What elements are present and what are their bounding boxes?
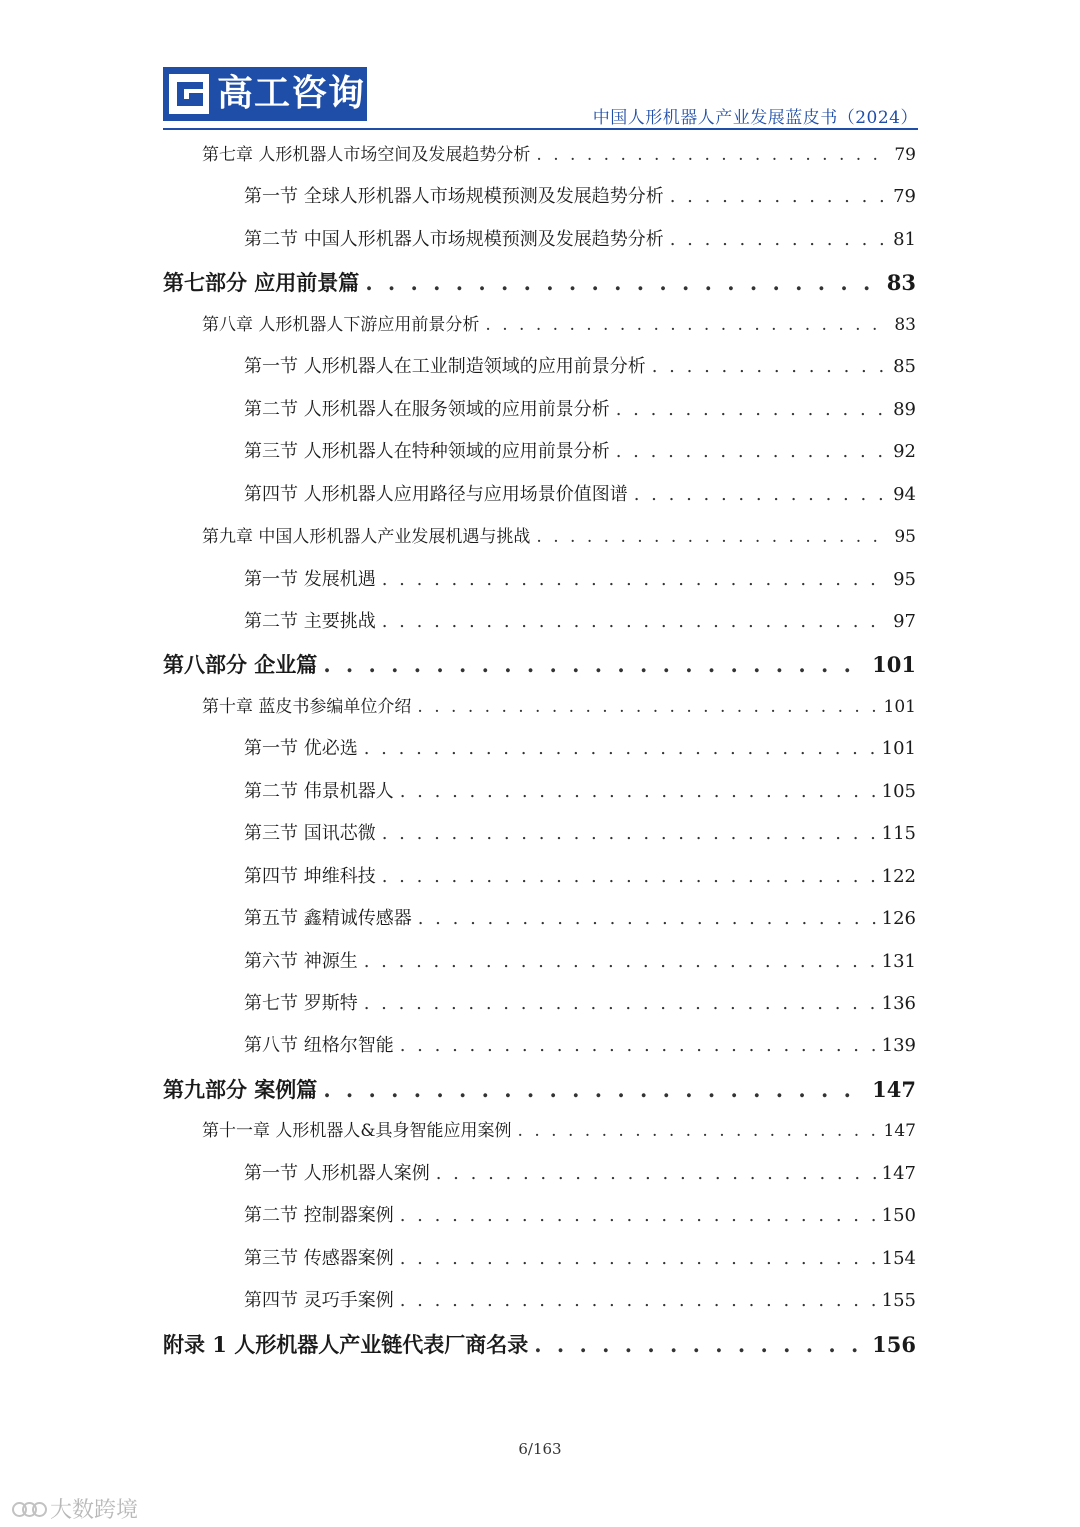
toc-entry[interactable]	[244, 862, 916, 888]
toc-entry[interactable]	[244, 1159, 916, 1185]
toc-entry-label: 第四节 灵巧手案例	[244, 1290, 394, 1312]
toc-entry[interactable]	[163, 1329, 916, 1359]
toc-entry-page: 131	[881, 950, 916, 972]
toc-entry-label: 第九部分 案例篇	[163, 1076, 318, 1102]
toc-entry-label: 第二节 主要挑战	[244, 610, 376, 632]
toc-entry-label: 第八节 纽格尔智能	[244, 1035, 394, 1057]
toc-entry-page: 115	[881, 823, 916, 845]
leader-dots	[364, 951, 876, 972]
toc-entry-page: 79	[894, 145, 916, 165]
logo-text: 高工咨询	[217, 73, 366, 114]
toc-entry-label: 第五节 鑫精诚传感器	[244, 908, 412, 930]
toc-entry-label: 第二节 人形机器人在服务领域的应用前景分析	[244, 398, 610, 420]
toc-entry[interactable]	[202, 140, 916, 165]
toc-entry[interactable]	[244, 947, 916, 973]
leader-dots	[323, 1077, 866, 1102]
toc-entry[interactable]	[244, 989, 916, 1015]
toc-entry[interactable]	[244, 1286, 916, 1312]
toc-entry-page: 92	[893, 441, 916, 463]
leader-dots	[534, 1332, 866, 1357]
toc-entry-label: 第七章 人形机器人市场空间及发展趋势分析	[202, 145, 531, 165]
toc-entry[interactable]	[244, 352, 916, 378]
toc-entry[interactable]	[244, 395, 916, 421]
toc-entry[interactable]	[244, 904, 916, 930]
logo-g-icon	[169, 74, 209, 114]
toc-entry-label: 第十一章 人形机器人&具身智能应用案例	[202, 1121, 512, 1142]
toc-entry-label: 第八章 人形机器人下游应用前景分析	[202, 314, 480, 335]
toc-entry[interactable]	[244, 607, 916, 633]
toc-entry[interactable]	[202, 522, 916, 547]
toc-entry-label: 第二节 伟景机器人	[244, 780, 394, 802]
toc-entry[interactable]	[244, 1201, 916, 1227]
toc-entry-page: 94	[893, 483, 916, 505]
toc-entry[interactable]	[244, 777, 916, 803]
toc-entry[interactable]	[202, 1116, 916, 1141]
leader-dots	[364, 738, 876, 759]
watermark-logo-icon	[12, 1497, 44, 1521]
toc-entry-label: 第七部分 应用前景篇	[163, 270, 360, 296]
toc-entry-page: 147	[872, 1076, 916, 1102]
toc-entry-page: 81	[893, 228, 916, 250]
leader-dots	[536, 527, 888, 547]
watermark-text: 大数跨境	[50, 1498, 139, 1523]
toc-entry-label: 第三节 国讯芯微	[244, 823, 376, 845]
toc-entry-page: 156	[872, 1331, 916, 1357]
toc-entry-label: 第三节 人形机器人在特种领域的应用前景分析	[244, 441, 610, 463]
leader-dots	[400, 1248, 876, 1269]
toc-entry-label: 第一节 优必选	[244, 738, 358, 760]
toc-entry-page: 101	[883, 696, 916, 717]
toc-entry-page: 83	[894, 314, 916, 335]
leader-dots	[616, 441, 887, 462]
toc-entry-page: 150	[881, 1205, 916, 1227]
toc-entry-label: 第四节 人形机器人应用路径与应用场景价值图谱	[244, 483, 628, 505]
toc-entry-label: 第一节 人形机器人在工业制造领域的应用前景分析	[244, 356, 646, 378]
leader-dots	[400, 1205, 876, 1226]
toc-entry[interactable]	[163, 267, 916, 297]
leader-dots	[365, 270, 880, 295]
leader-dots	[634, 484, 887, 505]
toc-entry-label: 第四节 坤维科技	[244, 865, 376, 887]
toc-entry[interactable]	[202, 692, 916, 717]
leader-dots	[417, 697, 877, 717]
toc-entry[interactable]	[244, 437, 916, 463]
toc-entry[interactable]	[244, 225, 916, 251]
leader-dots	[652, 356, 887, 377]
toc-entry[interactable]	[202, 310, 916, 335]
toc-entry[interactable]	[244, 480, 916, 506]
toc-entry[interactable]	[244, 734, 916, 760]
toc-entry[interactable]	[163, 649, 916, 679]
toc-entry-page: 154	[881, 1247, 916, 1269]
company-logo	[163, 67, 367, 121]
leader-dots	[616, 399, 887, 420]
toc-entry-label: 第一节 发展机遇	[244, 568, 376, 590]
toc-entry[interactable]	[244, 1244, 916, 1270]
leader-dots	[400, 781, 876, 802]
leader-dots	[382, 823, 876, 844]
toc-entry[interactable]	[244, 565, 916, 591]
page-number: 6/163	[518, 1440, 562, 1458]
toc-entry-page: 139	[881, 1035, 916, 1057]
toc-entry-label: 第二节 中国人形机器人市场规模预测及发展趋势分析	[244, 228, 664, 250]
leader-dots	[400, 1290, 876, 1311]
leader-dots	[382, 569, 887, 590]
toc-entry-label: 第二节 控制器案例	[244, 1205, 394, 1227]
header-divider	[163, 128, 918, 130]
toc-entry-page: 122	[881, 865, 916, 887]
toc-entry-page: 136	[881, 993, 916, 1014]
leader-dots	[364, 993, 876, 1014]
toc-entry-label: 第六节 神源生	[244, 950, 358, 972]
toc-entry-page: 101	[872, 652, 916, 678]
toc-entry-page: 89	[893, 398, 916, 420]
watermark	[12, 1493, 138, 1524]
toc-entry-page: 95	[893, 568, 916, 590]
leader-dots	[400, 1035, 876, 1056]
toc-entry-page: 155	[881, 1290, 916, 1312]
toc-entry-page: 83	[886, 270, 916, 296]
leader-dots	[670, 186, 887, 207]
toc-entry[interactable]	[244, 182, 916, 208]
toc-entry[interactable]	[163, 1074, 916, 1104]
leader-dots	[485, 315, 888, 335]
toc-entry[interactable]	[244, 1031, 916, 1057]
leader-dots	[536, 145, 888, 165]
document-title: 中国人形机器人产业发展蓝皮书（2024）	[592, 108, 918, 128]
toc-entry-label: 第八部分 企业篇	[163, 652, 318, 678]
leader-dots	[382, 866, 876, 887]
toc-entry-page: 97	[893, 610, 916, 632]
leader-dots	[670, 229, 887, 250]
toc-entry[interactable]	[244, 819, 916, 845]
toc-entry-page: 147	[881, 1162, 916, 1184]
toc-entry-page: 105	[881, 780, 916, 802]
leader-dots	[382, 611, 887, 632]
toc-entry-page: 101	[881, 738, 916, 760]
toc-entry-label: 附录 1 人形机器人产业链代表厂商名录	[163, 1331, 529, 1357]
toc-entry-page: 79	[893, 186, 916, 208]
toc-entry-label: 第三节 传感器案例	[244, 1247, 394, 1269]
toc-entry-label: 第十章 蓝皮书参编单位介绍	[202, 696, 412, 717]
toc-entry-label: 第一节 全球人形机器人市场规模预测及发展趋势分析	[244, 186, 664, 208]
toc-entry-page: 95	[894, 527, 916, 548]
leader-dots	[323, 652, 866, 677]
toc-entry-label: 第七节 罗斯特	[244, 993, 358, 1014]
toc-entry-page: 147	[883, 1121, 916, 1142]
toc-entry-page: 85	[893, 356, 916, 378]
toc-entry-label: 第九章 中国人形机器人产业发展机遇与挑战	[202, 527, 531, 548]
leader-dots	[418, 908, 876, 929]
leader-dots	[518, 1121, 878, 1141]
toc-entry-label: 第一节 人形机器人案例	[244, 1162, 430, 1184]
toc-entry-page: 126	[881, 908, 916, 930]
leader-dots	[436, 1163, 876, 1184]
